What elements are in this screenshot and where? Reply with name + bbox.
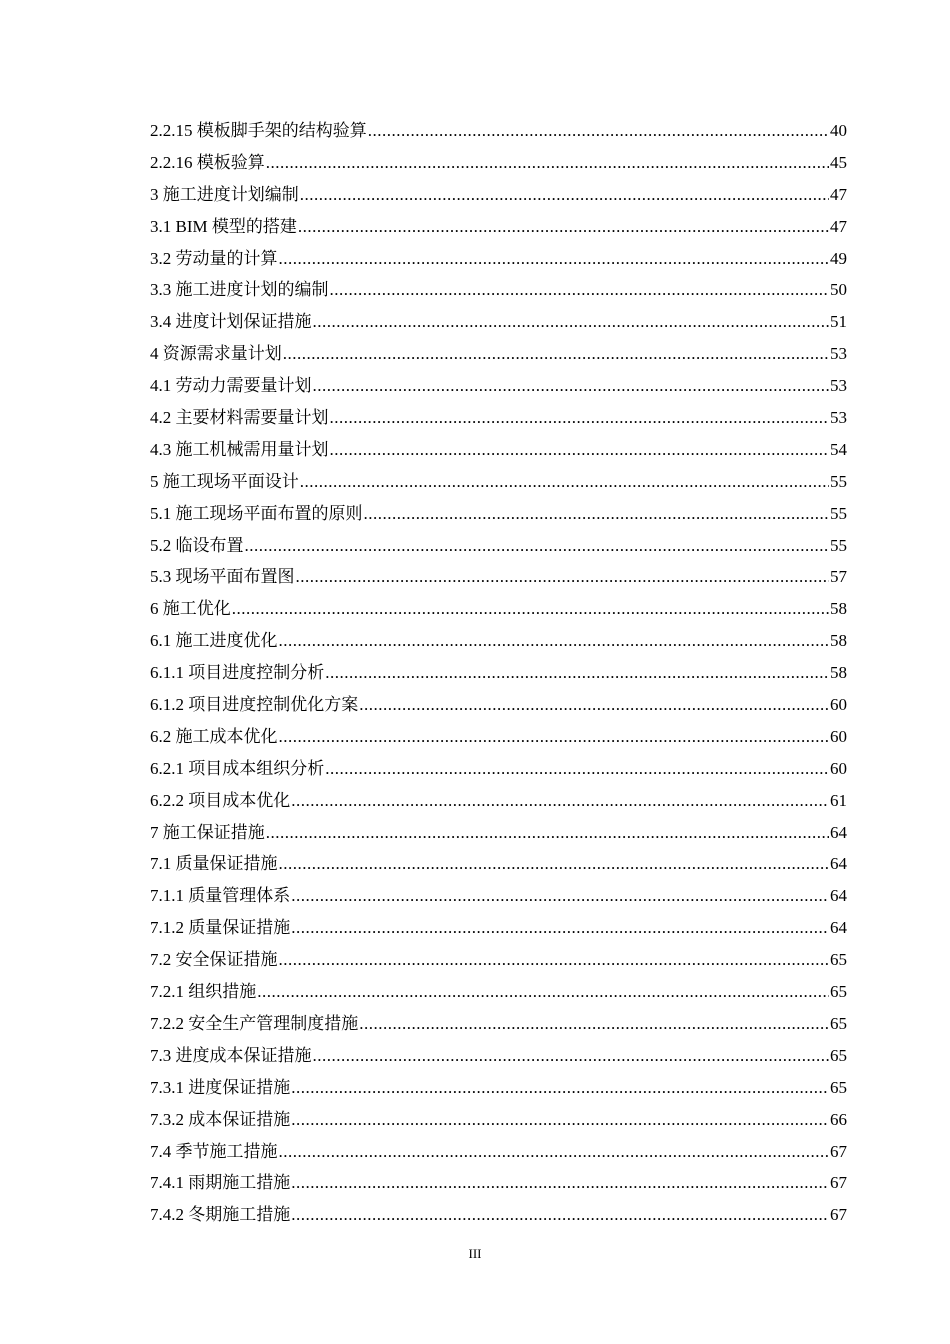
toc-dot-leader	[291, 1167, 829, 1199]
toc-entry[interactable]	[150, 848, 847, 880]
toc-entry-page-number: 51	[830, 312, 847, 332]
toc-dot-leader	[298, 211, 829, 243]
toc-entry-page-number: 53	[830, 344, 847, 364]
toc-entry-title: 7.4.2 冬期施工措施	[150, 1205, 291, 1225]
toc-entry-page-number: 61	[830, 790, 847, 810]
toc-dot-leader	[291, 880, 829, 912]
toc-entry[interactable]	[150, 1072, 847, 1104]
toc-dot-leader	[368, 115, 829, 147]
toc-dot-leader	[279, 944, 830, 976]
toc-entry-title: 3 施工进度计划编制	[150, 184, 299, 204]
toc-entry[interactable]	[150, 211, 847, 243]
toc-dot-leader	[245, 530, 830, 562]
toc-entry[interactable]	[150, 306, 847, 338]
toc-entry-title: 6 施工优化	[150, 599, 231, 619]
toc-dot-leader	[257, 976, 829, 1008]
toc-dot-leader	[291, 1104, 829, 1136]
toc-entry-page-number: 58	[830, 663, 847, 683]
toc-entry-page-number: 49	[830, 248, 847, 268]
toc-entry-page-number: 66	[830, 1109, 847, 1129]
toc-entry[interactable]	[150, 880, 847, 912]
toc-dot-leader	[279, 848, 830, 880]
toc-dot-leader	[283, 338, 829, 370]
toc-entry-title: 7.1 质量保证措施	[150, 854, 278, 874]
toc-entry-title: 4.2 主要材料需要量计划	[150, 408, 329, 428]
toc-entry-page-number: 60	[830, 726, 847, 746]
toc-entry-title: 5 施工现场平面设计	[150, 471, 299, 491]
toc-dot-leader	[291, 785, 829, 817]
toc-entry-title: 4.1 劳动力需要量计划	[150, 376, 312, 396]
toc-entry-title: 7.3.1 进度保证措施	[150, 1077, 291, 1097]
toc-dot-leader	[325, 657, 829, 689]
toc-entry-page-number: 55	[830, 471, 847, 491]
toc-entry[interactable]	[150, 370, 847, 402]
toc-entry-title: 5.1 施工现场平面布置的原则	[150, 503, 363, 523]
toc-entry-page-number: 53	[830, 376, 847, 396]
toc-entry-page-number: 65	[830, 950, 847, 970]
toc-entry-title: 2.2.16 模板验算	[150, 152, 265, 172]
toc-entry[interactable]	[150, 147, 847, 179]
toc-entry-page-number: 47	[830, 184, 847, 204]
toc-entry-page-number: 40	[830, 121, 847, 140]
toc-entry-title: 6.2.1 项目成本组织分析	[150, 758, 325, 778]
toc-entry[interactable]	[150, 657, 847, 689]
toc-entry-page-number: 67	[830, 1173, 847, 1193]
toc-dot-leader	[325, 753, 829, 785]
toc-entry[interactable]	[150, 1167, 847, 1199]
toc-dot-leader	[279, 721, 830, 753]
toc-entry[interactable]	[150, 115, 847, 147]
toc-entry[interactable]	[150, 1040, 847, 1072]
toc-dot-leader	[291, 1072, 829, 1104]
toc-entry-page-number: 58	[830, 599, 847, 619]
toc-dot-leader	[279, 243, 830, 275]
toc-entry[interactable]	[150, 1136, 847, 1168]
toc-entry-title: 7.4.1 雨期施工措施	[150, 1173, 291, 1193]
toc-entry[interactable]	[150, 625, 847, 657]
toc-entry-page-number: 67	[830, 1141, 847, 1161]
toc-entry[interactable]	[150, 1008, 847, 1040]
toc-entry-title: 7.1.1 质量管理体系	[150, 886, 291, 906]
toc-dot-leader	[266, 817, 829, 849]
toc-entry-title: 4.3 施工机械需用量计划	[150, 439, 329, 459]
toc-dot-leader	[330, 434, 830, 466]
toc-entry-title: 3.2 劳动量的计算	[150, 248, 278, 268]
toc-dot-leader	[232, 593, 829, 625]
toc-entry[interactable]	[150, 179, 847, 211]
toc-entry-title: 7.2 安全保证措施	[150, 950, 278, 970]
toc-entry-page-number: 64	[830, 822, 847, 842]
toc-dot-leader	[291, 1199, 829, 1231]
table-of-contents	[150, 115, 847, 1231]
toc-entry-page-number: 65	[830, 1077, 847, 1097]
toc-entry-page-number: 53	[830, 408, 847, 428]
toc-entry[interactable]	[150, 434, 847, 466]
toc-entry[interactable]	[150, 753, 847, 785]
toc-entry[interactable]	[150, 561, 847, 593]
toc-entry-title: 3.4 进度计划保证措施	[150, 312, 312, 332]
toc-entry-page-number: 57	[830, 567, 847, 587]
toc-entry[interactable]	[150, 721, 847, 753]
toc-entry-page-number: 60	[830, 758, 847, 778]
toc-entry[interactable]	[150, 1104, 847, 1136]
toc-entry-title: 7.4 季节施工措施	[150, 1141, 278, 1161]
toc-dot-leader	[279, 1136, 830, 1168]
toc-entry-title: 6.1 施工进度优化	[150, 631, 278, 651]
toc-entry-page-number: 64	[830, 854, 847, 874]
toc-entry-page-number: 58	[830, 631, 847, 651]
toc-dot-leader	[279, 625, 830, 657]
toc-entry[interactable]	[150, 1199, 847, 1231]
toc-dot-leader	[359, 1008, 829, 1040]
toc-entry[interactable]	[150, 466, 847, 498]
toc-entry[interactable]	[150, 498, 847, 530]
toc-entry-page-number: 54	[830, 439, 847, 459]
toc-dot-leader	[330, 402, 830, 434]
toc-entry[interactable]	[150, 944, 847, 976]
toc-entry[interactable]	[150, 243, 847, 275]
toc-dot-leader	[291, 912, 829, 944]
toc-entry[interactable]	[150, 530, 847, 562]
toc-dot-leader	[300, 179, 829, 211]
toc-entry-title: 7.3.2 成本保证措施	[150, 1109, 291, 1129]
toc-dot-leader	[359, 689, 829, 721]
toc-entry-title: 7.1.2 质量保证措施	[150, 918, 291, 938]
toc-entry-title: 7 施工保证措施	[150, 822, 265, 842]
toc-entry-page-number: 65	[830, 982, 847, 1002]
page-number: III	[468, 1246, 482, 1261]
toc-entry[interactable]	[150, 402, 847, 434]
toc-entry-title: 6.1.1 项目进度控制分析	[150, 663, 325, 683]
toc-entry-title: 3.3 施工进度计划的编制	[150, 280, 329, 300]
toc-dot-leader	[313, 1040, 830, 1072]
toc-dot-leader	[296, 561, 830, 593]
toc-entry-title: 7.2.2 安全生产管理制度措施	[150, 1013, 359, 1033]
toc-entry-page-number: 60	[830, 695, 847, 715]
toc-dot-leader	[266, 147, 829, 179]
toc-entry-page-number: 47	[830, 216, 847, 236]
toc-entry-page-number: 65	[830, 1045, 847, 1065]
toc-entry-title: 7.3 进度成本保证措施	[150, 1045, 312, 1065]
toc-entry-title: 6.2.2 项目成本优化	[150, 790, 291, 810]
toc-entry[interactable]	[150, 338, 847, 370]
toc-entry[interactable]	[150, 912, 847, 944]
toc-entry[interactable]	[150, 976, 847, 1008]
toc-dot-leader	[330, 274, 830, 306]
toc-entry-page-number: 64	[830, 918, 847, 938]
toc-entry[interactable]	[150, 274, 847, 306]
toc-entry[interactable]	[150, 689, 847, 721]
toc-entry-page-number: 45	[830, 152, 847, 172]
toc-entry-title: 5.3 现场平面布置图	[150, 567, 295, 587]
toc-entry-title: 4 资源需求量计划	[150, 344, 282, 364]
toc-entry-title: 2.2.15 模板脚手架的结构验算	[150, 121, 367, 140]
toc-entry-title: 7.2.1 组织措施	[150, 982, 257, 1002]
toc-dot-leader	[313, 370, 830, 402]
toc-entry-page-number: 67	[830, 1205, 847, 1225]
toc-entry-page-number: 64	[830, 886, 847, 906]
toc-dot-leader	[364, 498, 830, 530]
toc-dot-leader	[313, 306, 830, 338]
toc-entry[interactable]	[150, 785, 847, 817]
toc-entry-title: 5.2 临设布置	[150, 535, 244, 555]
toc-entry-page-number: 55	[830, 535, 847, 555]
toc-entry-page-number: 50	[830, 280, 847, 300]
toc-dot-leader	[300, 466, 829, 498]
toc-entry-title: 6.2 施工成本优化	[150, 726, 278, 746]
toc-entry-page-number: 55	[830, 503, 847, 523]
toc-entry-page-number: 65	[830, 1013, 847, 1033]
toc-entry-title: 6.1.2 项目进度控制优化方案	[150, 695, 359, 715]
toc-entry[interactable]	[150, 817, 847, 849]
toc-entry-title: 3.1 BIM 模型的搭建	[150, 216, 297, 236]
toc-entry[interactable]	[150, 593, 847, 625]
